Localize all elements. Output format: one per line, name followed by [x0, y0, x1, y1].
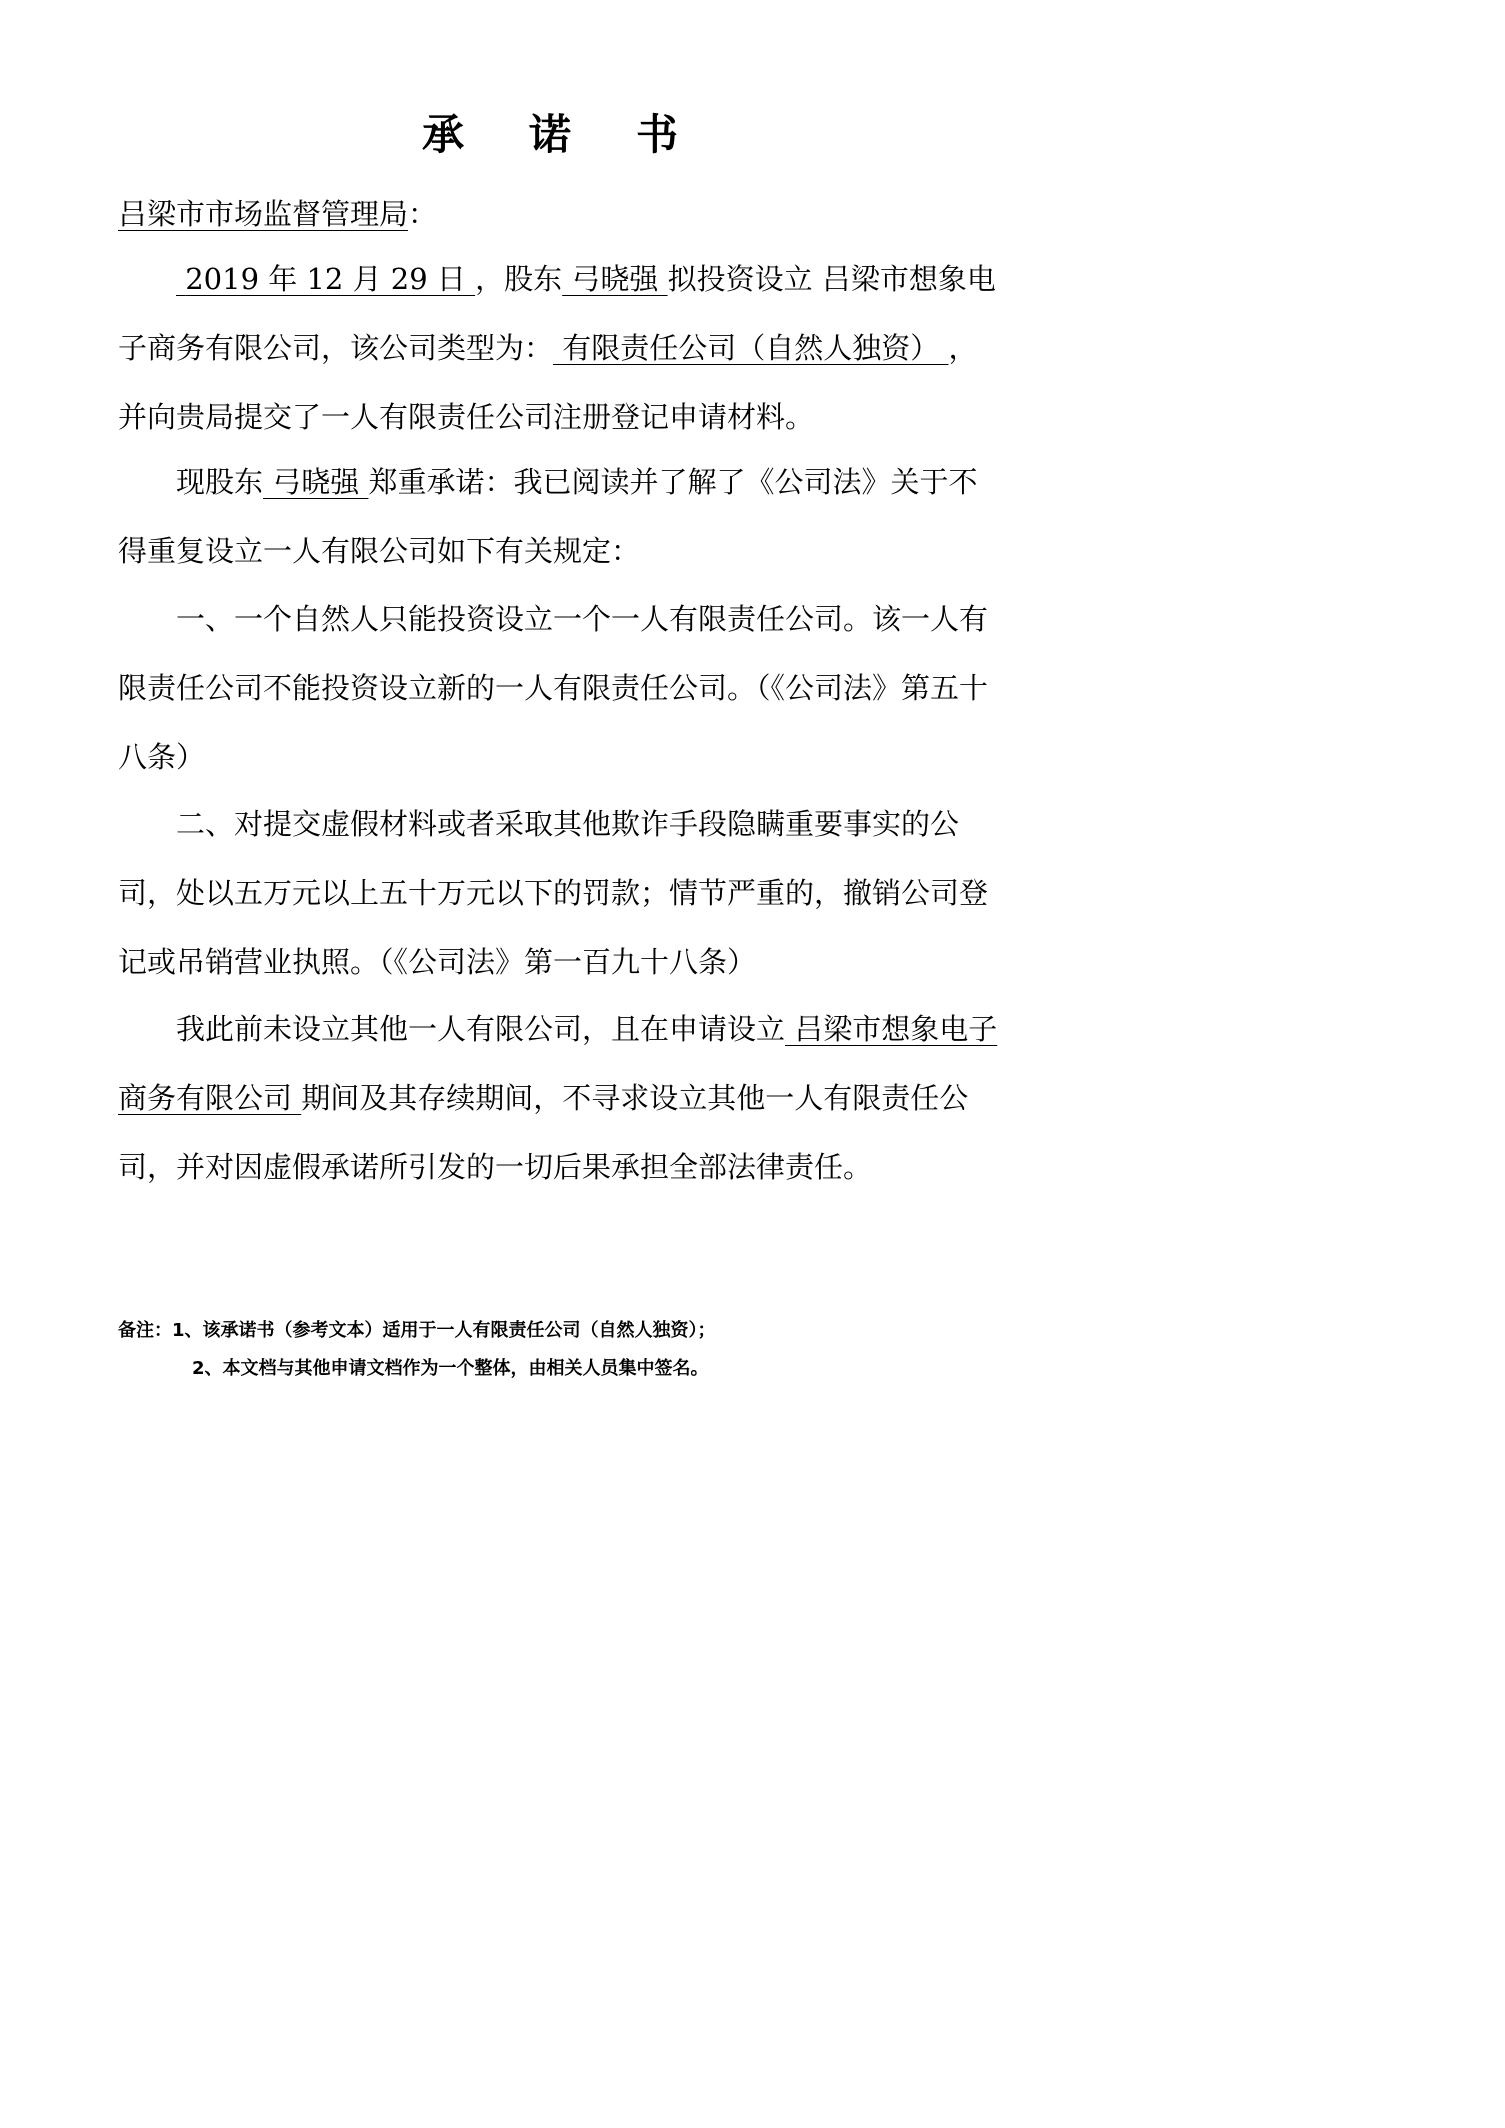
paragraph2-text-b: 郑重承诺：我已阅读并了解了《公司法》关于不得重复设立一人有限公司如下有关规定： [118, 465, 978, 568]
addressee-name: 吕梁市市场监督管理局 [118, 197, 409, 231]
paragraph5-text-a: 我此前未设立其他一人有限公司，且在申请设立 [176, 1012, 786, 1046]
paragraph1-text-d: ，并向贵局提交了一人有限责任公司注册登记申请材料。 [118, 331, 978, 434]
paragraph-rule-one [118, 585, 998, 792]
addressee-suffix: ： [408, 197, 438, 231]
paragraph5-text-b: 期间及其存续期间，不寻求设立其他一人有限责任公司，并对因虚假承诺所引发的一切后果承担全部法律责任。 [118, 1081, 969, 1184]
paragraph1-text-b: 拟投资设立 [667, 262, 822, 296]
shareholder-name: 弓晓强 [562, 262, 668, 296]
paragraph1-text-a: ，股东 [475, 262, 563, 296]
paragraph-rule-two [118, 790, 998, 997]
note-2: 2、本文档与其他申请文档作为一个整体，由相关人员集中签名。 [192, 1358, 709, 1379]
paragraph-application [118, 245, 998, 452]
company-type: 有限责任公司（自然人独资） [553, 331, 949, 365]
note-1: 备注：1、该承诺书（参考文本）适用于一人有限责任公司（自然人独资）； [118, 1320, 716, 1341]
company-name-2: 吕梁市想象电子商务有限公司 [118, 1012, 998, 1115]
paragraph-commitment [118, 448, 998, 586]
company-name: 吕梁市想象电子商务有限公司 [118, 262, 996, 365]
application-date: 2019 年 12 月 29 日 [176, 262, 476, 296]
rule-one-text: 一、一个自然人只能投资设立一个一人有限责任公司。该一人有限责任公司不能投资设立新的一人有限责任公司。（《公司法》第五十八条） [118, 602, 989, 774]
rule-two-text: 二、对提交虚假材料或者采取其他欺诈手段隐瞒重要事实的公司，处以五万元以上五十万元以下的罚款；情节严重的，撤销公司登记或吊销营业执照。（《公司法》第一百九十八条） [118, 807, 989, 979]
addressee-line [118, 180, 998, 249]
paragraph2-text-a: 现股东 [176, 465, 264, 499]
shareholder-name-2: 弓晓强 [263, 465, 369, 499]
paragraph1-text-c: ，该公司类型为： [321, 331, 554, 365]
document-title: 承 诺 书 [421, 110, 704, 159]
paragraph-declaration [118, 995, 998, 1202]
